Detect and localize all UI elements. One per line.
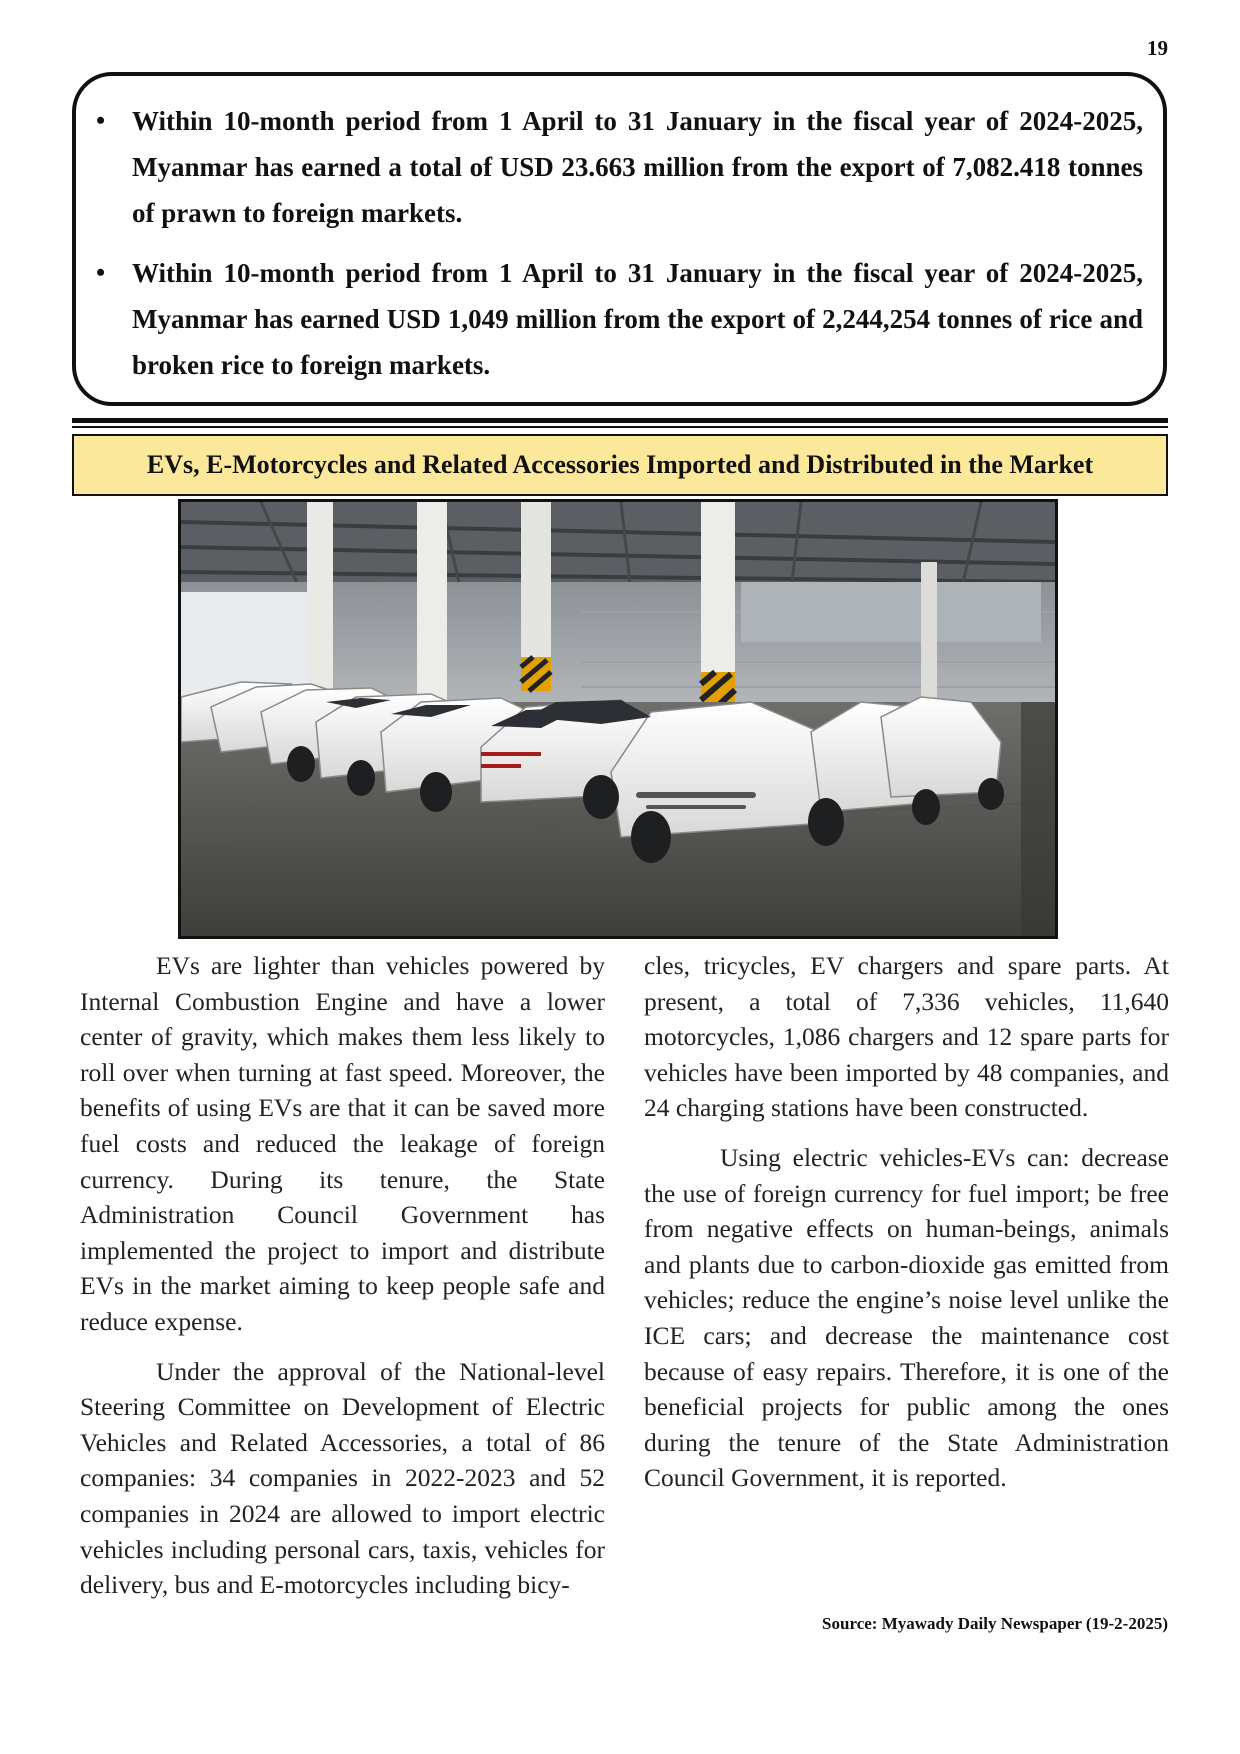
- highlight-text: Within 10-month period from 1 April to 31 January in the fiscal year of 2024-2025, Myanmar has earned a total of USD 23.663 million from the export of 7,082.418 tonnes of prawn to foreign markets.: [132, 106, 1143, 228]
- highlights-list: [76, 76, 1163, 388]
- paragraph: Under the approval of the National-level Steering Committee on Development of Electric Vehicles and Related Accessories, a total of 86 companies: 34 companies in 2022-2023 and 52 companies in 2024 are allowed to import electric vehicles including personal cars, taxis, vehicles for delivery, bus and E-motorcycles including bicy-: [80, 1356, 605, 1600]
- highlight-item: [96, 250, 1143, 388]
- highlights-box: [72, 72, 1167, 406]
- highlight-text: Within 10-month period from 1 April to 31 January in the fiscal year of 2024-2025, Myanmar has earned USD 1,049 million from the export of 2,244,254 tonnes of rice and broken rice to foreign markets.: [132, 258, 1143, 380]
- bullet-icon: •: [96, 106, 106, 135]
- ev-warehouse-photo: [178, 499, 1058, 939]
- page-number: 19: [1147, 36, 1168, 60]
- article-left-column: [80, 948, 605, 1617]
- divider-thin: [72, 426, 1168, 428]
- paragraph: cles, tricycles, EV chargers and spare parts. At present, a total of 7,336 vehicles, 11,640 motorcycles, 1,086 chargers and 12 spare parts for vehicles have been imported by 48 companies, and 24 charging stations have been constructed.: [644, 951, 1169, 1123]
- section-title: EVs, E-Motorcycles and Related Accessories Imported and Distributed in the Market: [72, 434, 1168, 496]
- source-credit: Source: Myawady Daily Newspaper (19-2-2025): [822, 1614, 1168, 1633]
- paragraph: EVs are lighter than vehicles powered by Internal Combustion Engine and have a lower center of gravity, which makes them less likely to roll over when turning at fast speed. Moreover, the benefits of using EVs are that it can be saved more fuel costs and reduced the leakage of foreign currency. During its tenure, the State Administration Council Government has implemented the project to import and distribute EVs in the market aiming to keep people safe and reduce expense.: [80, 951, 605, 1336]
- divider-thick: [72, 418, 1168, 423]
- highlight-item: [96, 98, 1143, 236]
- article-right-column: [644, 948, 1169, 1510]
- bullet-icon: •: [96, 258, 106, 287]
- paragraph: Using electric vehicles-EVs can: decrease the use of foreign currency for fuel import; be free from negative effects on human-beings, animals and plants due to carbon-dioxide gas emitted from vehicles; reduce the engine’s noise level unlike the ICE cars; and decrease the maintenance cost because of easy repairs. Therefore, it is one of the beneficial projects for public among the ones during the tenure of the State Administration Council Government, it is reported.: [644, 1142, 1169, 1493]
